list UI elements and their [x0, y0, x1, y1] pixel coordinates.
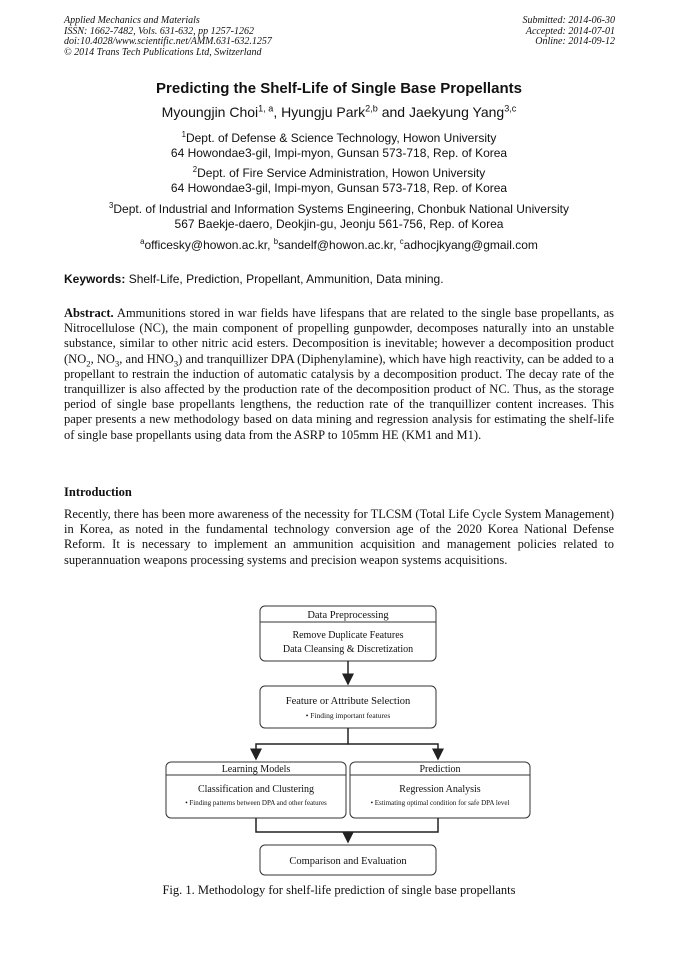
- journal-name: Applied Mechanics and Materials: [64, 15, 200, 26]
- email-list: $^a$officesky@howon.ac.kr, $^b$sandelf@howon.ac.kr, $^c$adhocjkyang@gmail.com: [140, 237, 538, 252]
- journal-header: [64, 16, 272, 58]
- comparison-evaluation-box: [260, 845, 436, 875]
- introduction-heading: Introduction: [64, 485, 132, 499]
- email-link[interactable]: adhocjkyang@gmail.com: [403, 238, 538, 252]
- prediction-note: • Estimating optimal condition for safe DPA level: [370, 799, 510, 807]
- learning-title: Learning Models: [221, 764, 291, 775]
- prediction-box: [350, 762, 530, 818]
- preprocessing-line2: Data Cleansing & Discretization: [282, 644, 414, 655]
- learning-line1: Classification and Clustering: [197, 784, 315, 795]
- arrow-from-prediction: [348, 818, 438, 842]
- evaluation-title: Comparison and Evaluation: [289, 856, 407, 867]
- keywords: [64, 272, 614, 286]
- keywords-label: Keywords:: [64, 272, 126, 286]
- preprocessing-title: Data Preprocessing: [307, 610, 389, 621]
- copyright-line: © 2014 Trans Tech Publications Ltd, Switzerland: [64, 46, 262, 58]
- arrow-to-learning: [256, 728, 348, 759]
- preprocessing-line1: Remove Duplicate Features: [292, 630, 404, 641]
- arrow-to-prediction: [348, 744, 438, 759]
- author-sup: 1, a: [258, 103, 274, 114]
- dates-header: [523, 16, 616, 48]
- abstract-label: Abstract.: [64, 306, 114, 320]
- doi-line: doi:10.4028/www.scientific.net/AMM.631-632.1257: [64, 36, 272, 48]
- issn-line: ISSN: 1662-7482, Vols. 631-632, pp 1257-1262: [64, 25, 254, 37]
- figure-caption: Fig. 1. Methodology for shelf-life prediction of single base propellants: [162, 883, 516, 897]
- author-sup: 2,b: [365, 103, 378, 114]
- submitted-date: Submitted: 2014-06-30: [522, 15, 615, 26]
- abstract: Abstract. Ammunitions stored in war fields have lifespans that are related to the single base propellants, as Nitrocellulose (NC), the main component of propelling gunpowder, decomposes naturally into an unstable substance, similar to other nitric acid esters. Decomposition is inevitable; however a decomposition product ($NO_2$, $NO_3$, and $HNO_3$) and tranquillizer DPA (Diphenylamine), which have high reactivity, can be added to a propellant to restrain the induction of automatic catalysis by a decomposition product. The decay rate of the tranquillizer is also affected by the production rate of the decomposition product of NC. Thus, as the storage period of single base propellants lengthens, the reduction rate of the tranquillizer content increases. This paper presents a new methodology based on data mining and regression analysis for estimating the shelf-life of single base propellants using data from the ASRP to 105mm HE (KM1 and M1).: [64, 306, 615, 442]
- learning-note: • Finding patterns between DPA and other features: [185, 799, 327, 807]
- keywords-text: Shelf-Life, Prediction, Propellant, Ammunition, Data mining.: [128, 272, 444, 286]
- accepted-date: Accepted: 2014-07-01: [525, 25, 615, 37]
- author-name: Jaekyung Yang: [408, 104, 505, 120]
- affiliation-3: $^3$Dept. of Industrial and Information Systems Engineering, Chonbuk National University 567 Baekje-daero, Deokjin-gu, Jeonju 561-756, Rep. of Korea: [109, 201, 569, 231]
- affiliation-2: $^2$Dept. of Fire Service Administration, Howon University 64 Howondae3-gil, Impi-myon, Gunsan 573-718, Rep. of Korea: [170, 165, 508, 195]
- learning-models-box: [166, 762, 346, 818]
- feature-selection-box: [260, 686, 436, 728]
- data-preprocessing-box: [260, 606, 436, 661]
- email-link[interactable]: officesky@howon.ac.kr: [144, 238, 268, 252]
- arrow-from-learning: [256, 818, 348, 832]
- affiliation-1: $^1$Dept. of Defense & Science Technology, Howon University 64 Howondae3-gil, Impi-myon, Gunsan 573-718, Rep. of Korea: [170, 130, 508, 160]
- author-sup: 3,c: [504, 103, 517, 114]
- introduction-text: Recently, there has been more awareness of the necessity for TLCSM (Total Life Cycle System Management) in Korea, as noted in the fundamental technology conversion age of the 2020 Korea National Defense Reform. It is necessary to implement an ammunition acquisition and management policies related to superannuation weapons processing systems and precision weapon systems acquisitions.: [64, 507, 614, 567]
- paper-title: Predicting the Shelf-Life of Single Base Propellants: [156, 80, 522, 97]
- author-list: Myoungjin Choi$^{1, a}$, Hyungju Park$^{2,b}$ and Jaekyung Yang$^{3,c}$: [161, 103, 517, 120]
- prediction-line1: Regression Analysis: [399, 784, 481, 795]
- selection-title: Feature or Attribute Selection: [285, 696, 411, 707]
- selection-note: • Finding important features: [305, 711, 391, 720]
- methodology-diagram: [160, 602, 540, 882]
- prediction-title: Prediction: [419, 764, 461, 775]
- email-link[interactable]: sandelf@howon.ac.kr: [278, 238, 394, 252]
- author-name: Myoungjin Choi: [161, 104, 259, 120]
- author-name: Hyungju Park: [281, 104, 366, 120]
- online-date: Online: 2014-09-12: [535, 36, 615, 48]
